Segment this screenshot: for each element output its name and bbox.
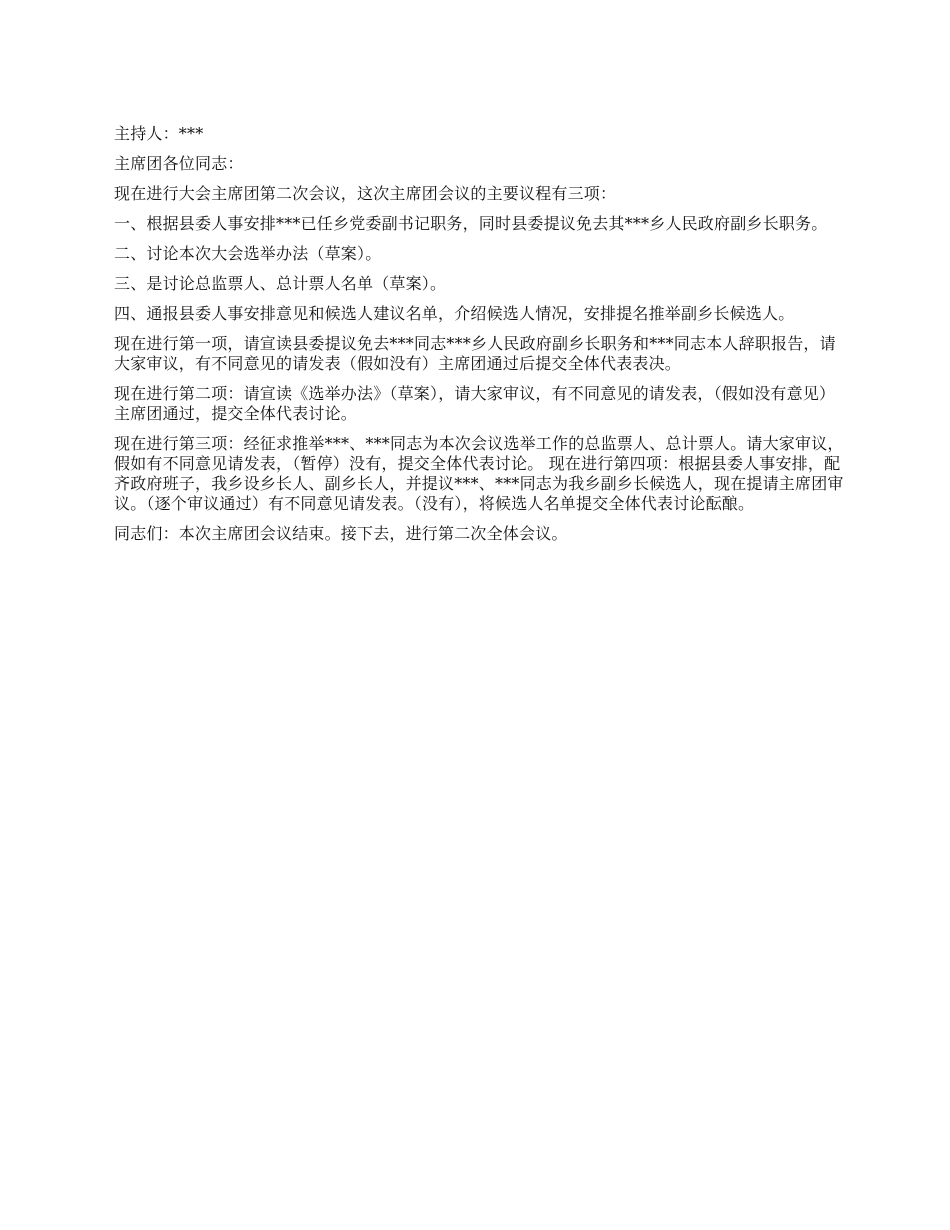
agenda-item-4: 四、通报县委人事安排意见和候选人建议名单，介绍候选人情况，安排提名推举副乡长候选人。 xyxy=(114,304,795,323)
agenda-item-2: 二、讨论本次大会选举办法（草案）。 xyxy=(114,244,382,263)
salutation: 主席团各位同志： xyxy=(114,154,244,173)
agenda-intro: 现在进行大会主席团第二次会议，这次主席团会议的主要议程有三项： xyxy=(114,184,617,203)
closing-remarks: 同志们：本次主席团会议结束。接下去，进行第二次全体会议。 xyxy=(114,524,568,543)
item-2-proceedings: 现在进行第二项：请宣读《选举办法》（草案），请大家审议，有不同意见的请发表，（假如没有意见）主席团通过，提交全体代表讨论。 xyxy=(114,384,836,423)
host-line: 主持人：*** xyxy=(114,124,204,143)
item-3-4-proceedings: 现在进行第三项：经征求推举***、***同志为本次会议选举工作的总监票人、总计票人。请大家审议，假如有不同意见请发表，（暂停）没有，提交全体代表讨论。 现在进行第四项：根据县委人事安排，配齐政府班子，我乡设乡长人、副乡长人，并提议***、***同志为我乡副乡长候选人，现在提请主席团审议。（逐个审议通过）有不同意见请发表。（没有），将候选人名单提交全体代表讨论酝酿。 xyxy=(114,434,844,513)
item-1-proceedings: 现在进行第一项，请宣读县委提议免去***同志***乡人民政府副乡长职务和***同志本人辞职报告，请大家审议，有不同意见的请发表（假如没有）主席团通过后提交全体代表表决。 xyxy=(114,334,836,373)
agenda-item-3: 三、是讨论总监票人、总计票人名单（草案）。 xyxy=(114,274,447,293)
agenda-item-1: 一、根据县委人事安排***已任乡党委副书记职务，同时县委提议免去其***乡人民政府副乡长职务。 xyxy=(114,214,828,233)
document-page xyxy=(114,124,844,554)
